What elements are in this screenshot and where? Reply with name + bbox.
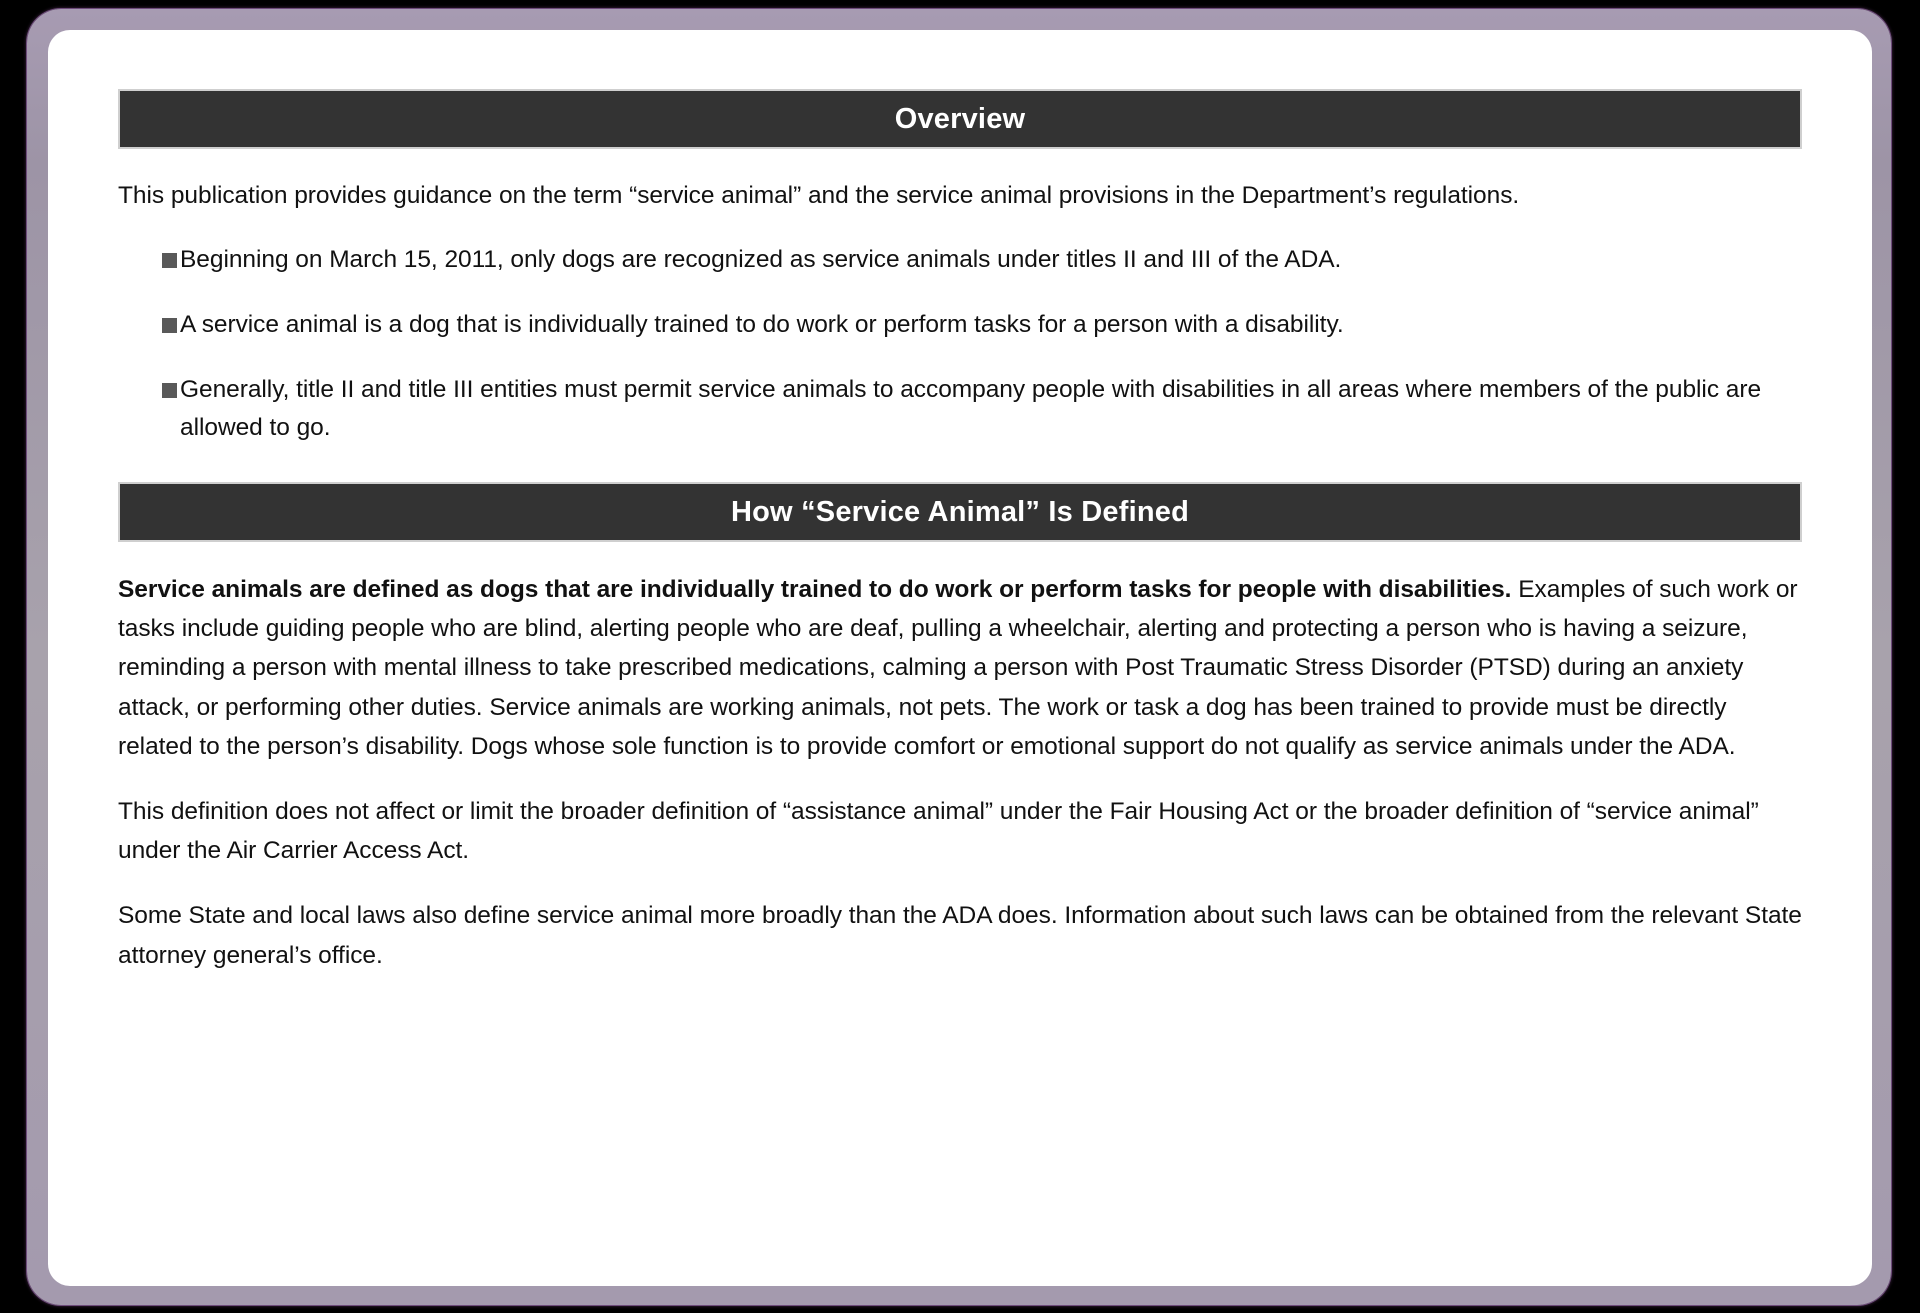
definition-paragraph — [118, 570, 1802, 766]
filled-square-bullet-icon — [162, 383, 177, 398]
list-item-label: Beginning on March 15, 2011, only dogs are recognized as service animals under titles II and III of the ADA. — [180, 246, 1342, 274]
document-page — [48, 30, 1872, 1286]
overview-intro-paragraph: This publication provides guidance on the term “service animal” and the service animal provisions in the Department’s regulations. — [118, 182, 1520, 209]
list-item — [118, 241, 1802, 280]
section-header-how-service-animal-is-defined — [118, 482, 1802, 542]
section-header-how-service-animal-is-defined-title: How “Service Animal” Is Defined — [731, 495, 1189, 528]
state-local-laws-paragraph: Some State and local laws also define service animal more broadly than the ADA does. Information about such laws can be obtained from the relevant State attorney general’s office. — [118, 902, 1802, 969]
document-content — [48, 30, 1872, 1286]
overview-bullet-list — [118, 241, 1802, 448]
document-frame — [27, 9, 1891, 1305]
definition-body: Examples of such work or tasks include guiding people who are blind, alerting people who are deaf, pulling a wheelchair, alerting and protecting a person who is having a seizure, reminding a person with mental illness to take prescribed medications, calming a person with Post Traumatic Stress Disorder (PTSD) during an anxiety attack, or performing other duties. Service animals are working animals, not pets. The work or task a dog has been trained to provide must be directly related to the person’s disability. Dogs whose sole function is to provide comfort or emotional support do not qualify as service animals under the ADA. — [118, 576, 1798, 760]
definition-lead-bold: Service animals are defined as dogs that are individually trained to do work or perform tasks for people with disabilities. — [118, 576, 1512, 603]
section-header-overview-title: Overview — [894, 102, 1026, 135]
list-item — [118, 371, 1802, 448]
fair-housing-paragraph: This definition does not affect or limit the broader definition of “assistance animal” under the Fair Housing Act or the broader definition of “service animal” under the Air Carrier Access Act. — [118, 797, 1759, 865]
section-spacer — [118, 448, 1802, 482]
filled-square-bullet-icon — [162, 253, 177, 268]
list-item-label: A service animal is a dog that is individually trained to do work or perform tasks for a person with a disability. — [180, 310, 1344, 338]
list-item — [118, 306, 1802, 345]
filled-square-bullet-icon — [162, 318, 177, 333]
list-item-label: Generally, title II and title III entities must permit service animals to accompany people with disabilities in all areas where members of the public are allowed to go. — [180, 375, 1762, 442]
section-header-overview — [118, 89, 1802, 149]
